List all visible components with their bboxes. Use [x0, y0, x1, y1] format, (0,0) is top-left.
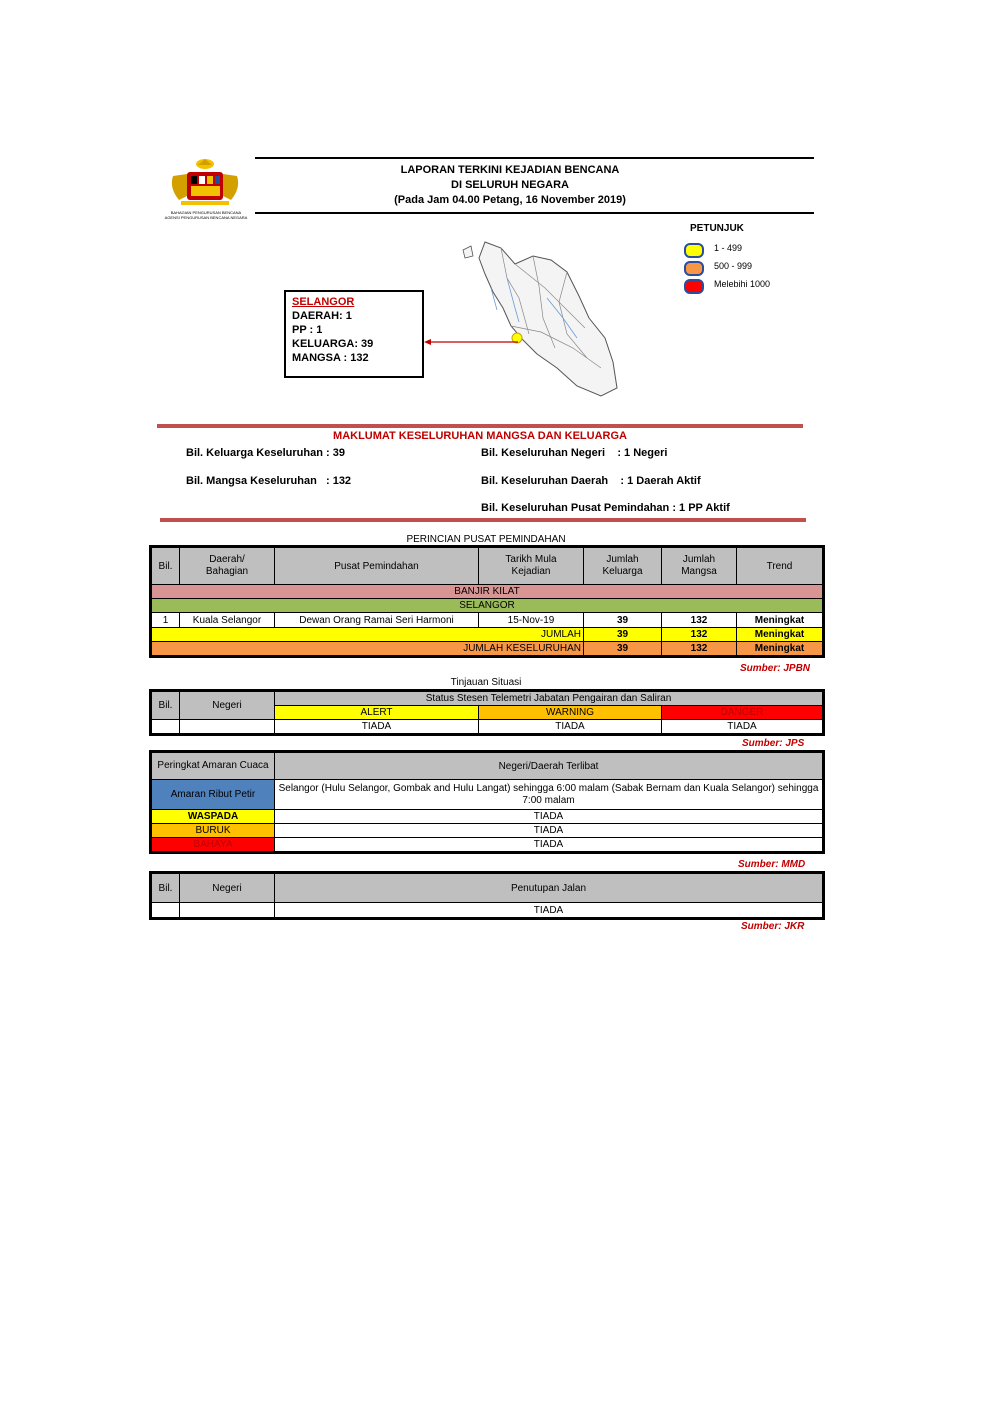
header-bottom-rule	[255, 212, 814, 214]
telemetry-bil-cell	[152, 720, 180, 734]
road-bil-cell	[152, 903, 180, 918]
legend-swatch-orange	[684, 261, 704, 276]
jumlah-trend: Meningkat	[737, 628, 823, 642]
jumlah-keseluruhan-label: JUMLAH KESELURUHAN	[152, 642, 584, 656]
weather-col-level: Peringkat Amaran Cuaca	[152, 753, 275, 780]
summary-title: MAKLUMAT KESELURUHAN MANGSA DAN KELUARGA	[333, 430, 627, 442]
source-jkr: Sumber: JKR	[741, 921, 805, 932]
source-mmd: Sumber: MMD	[738, 859, 806, 870]
coat-of-arms-emblem	[165, 158, 245, 210]
summary-daerah: Bil. Keseluruhan Daerah : 1 Daerah Aktif	[481, 475, 701, 487]
cell-keluarga: 39	[584, 613, 662, 628]
weather-warning-table	[151, 752, 823, 852]
cell-trend: Meningkat	[737, 613, 823, 628]
jumlah-keseluruhan-keluarga: 39	[584, 642, 662, 656]
pp-table-caption: PERINCIAN PUSAT PEMINDAHAN	[406, 534, 566, 545]
ribut-petir-label: Amaran Ribut Petir	[152, 780, 275, 810]
telemetry-col-negeri: Negeri	[180, 692, 275, 720]
col-pusat: Pusat Pemindahan	[275, 548, 479, 585]
state-daerah: DAERAH: 1	[292, 310, 352, 322]
source-jpbn: Sumber: JPBN	[740, 663, 811, 674]
table-row	[152, 613, 823, 628]
summary-pp: Bil. Keseluruhan Pusat Pemindahan : 1 PP Aktif	[481, 502, 730, 514]
legend-swatch-red	[684, 279, 704, 294]
summary-top-bar	[157, 424, 803, 428]
road-value: TIADA	[275, 903, 823, 918]
col-bil: Bil.	[152, 548, 180, 585]
col-keluarga: Jumlah Keluarga	[584, 548, 662, 585]
status-warning: WARNING	[479, 706, 662, 720]
weather-col-area: Negeri/Daerah Terlibat	[275, 753, 823, 780]
jumlah-keseluruhan-row	[152, 642, 823, 656]
status-danger: DANGER	[662, 706, 823, 720]
ribut-petir-text: Selangor (Hulu Selangor, Gombak and Hulu Langat) sehingga 6:00 malam (Sabak Bernam dan Kuala Selangor) sehingga 7:00 malam	[275, 780, 823, 810]
legend-title: PETUNJUK	[690, 223, 744, 234]
buruk-value: TIADA	[275, 824, 823, 838]
cell-daerah: Kuala Selangor	[180, 613, 275, 628]
jumlah-keluarga: 39	[584, 628, 662, 642]
report-title-line2: DI SELURUH NEGARA	[451, 179, 569, 191]
col-tarikh: Tarikh Mula Kejadian	[479, 548, 584, 585]
state-name: SELANGOR	[292, 296, 355, 308]
header-top-rule	[255, 157, 814, 159]
col-daerah: Daerah/ Bahagian	[180, 548, 275, 585]
summary-keluarga: Bil. Keluarga Keseluruhan : 39	[186, 447, 345, 459]
telemetry-status-title: Status Stesen Telemetri Jabatan Pengairan dan Saliran	[275, 692, 823, 706]
cell-pusat: Dewan Orang Ramai Seri Harmoni	[275, 613, 479, 628]
telemetry-table	[151, 691, 823, 734]
road-closure-table	[151, 873, 823, 918]
summary-negeri: Bil. Keseluruhan Negeri : 1 Negeri	[481, 447, 668, 459]
jumlah-keseluruhan-mangsa: 132	[662, 642, 737, 656]
disaster-type-row: BANJIR KILAT	[152, 585, 823, 599]
bahaya-label: BAHAYA	[152, 838, 275, 852]
cell-bil: 1	[152, 613, 180, 628]
jumlah-label: JUMLAH	[152, 628, 584, 642]
telemetry-negeri-cell	[180, 720, 275, 734]
telemetry-warning-value: TIADA	[479, 720, 662, 734]
jumlah-mangsa: 132	[662, 628, 737, 642]
buruk-label: BURUK	[152, 824, 275, 838]
state-keluarga: KELUARGA: 39	[292, 338, 374, 350]
state-mangsa: MANGSA : 132	[292, 352, 369, 364]
emblem-caption-2: AGENSI PENGURUSAN BENCANA NEGARA	[164, 215, 248, 220]
source-jps: Sumber: JPS	[742, 738, 805, 749]
summary-bottom-bar	[160, 518, 806, 522]
waspada-label: WASPADA	[152, 810, 275, 824]
peninsular-malaysia-map	[455, 238, 625, 400]
summary-mangsa: Bil. Mangsa Keseluruhan : 132	[186, 475, 352, 487]
road-col-title: Penutupan Jalan	[275, 874, 823, 903]
bahaya-value: TIADA	[275, 838, 823, 852]
road-col-negeri: Negeri	[180, 874, 275, 903]
report-title-line1: LAPORAN TERKINI KEJADIAN BENCANA	[400, 164, 620, 176]
jumlah-row	[152, 628, 823, 642]
pointer-arrow	[424, 334, 520, 344]
state-info-box	[284, 290, 424, 378]
status-alert: ALERT	[275, 706, 479, 720]
road-negeri-cell	[180, 903, 275, 918]
cell-tarikh: 15-Nov-19	[479, 613, 584, 628]
telemetry-caption: Tinjauan Situasi	[450, 677, 522, 688]
col-trend: Trend	[737, 548, 823, 585]
telemetry-danger-value: TIADA	[662, 720, 823, 734]
emblem-caption-1: BAHAGIAN PENGURUSAN BENCANA	[170, 210, 242, 215]
road-col-bil: Bil.	[152, 874, 180, 903]
legend-swatch-yellow	[684, 243, 704, 258]
telemetry-alert-value: TIADA	[275, 720, 479, 734]
state-pp: PP : 1	[292, 324, 323, 336]
cell-mangsa: 132	[662, 613, 737, 628]
telemetry-col-bil: Bil.	[152, 692, 180, 720]
state-row: SELANGOR	[152, 599, 823, 613]
col-mangsa: Jumlah Mangsa	[662, 548, 737, 585]
waspada-value: TIADA	[275, 810, 823, 824]
report-title-line3: (Pada Jam 04.00 Petang, 16 November 2019)	[394, 194, 626, 206]
jumlah-keseluruhan-trend: Meningkat	[737, 642, 823, 656]
evacuation-centre-table	[151, 547, 823, 656]
